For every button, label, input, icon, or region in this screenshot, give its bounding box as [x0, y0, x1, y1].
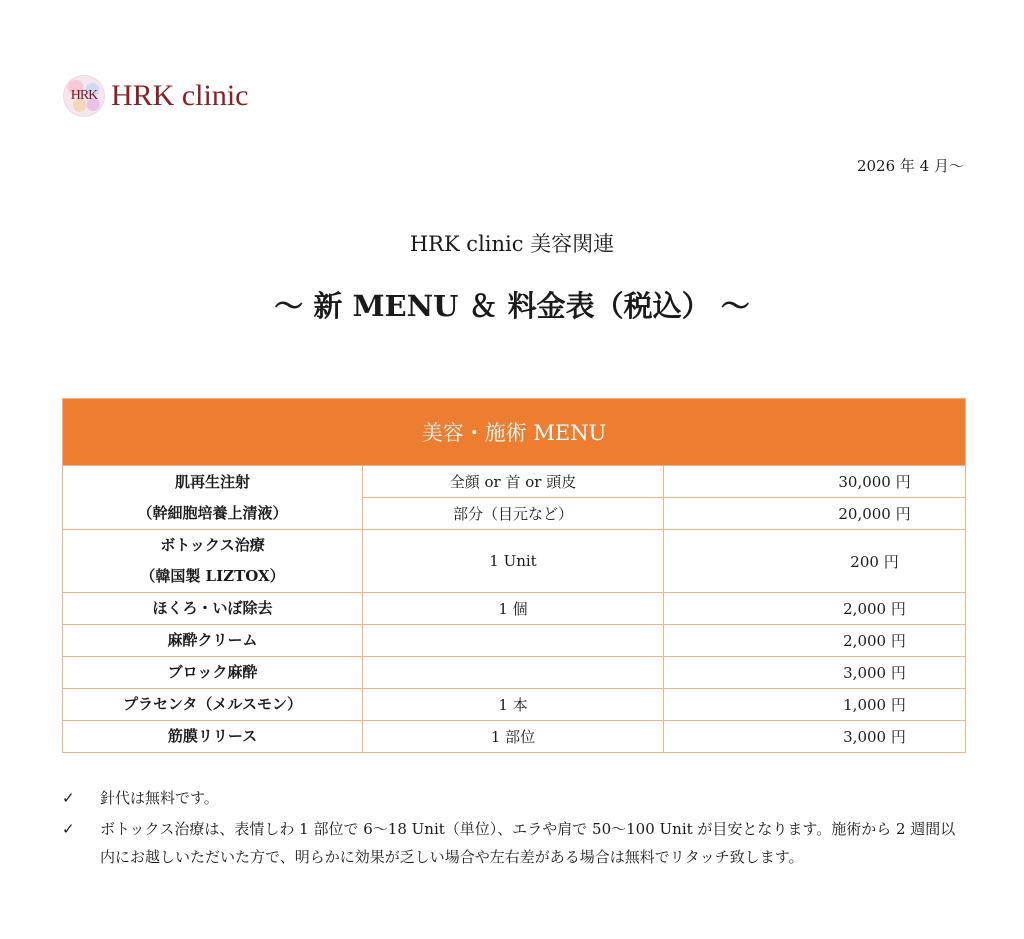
treatment-name: ブロック麻酔	[63, 657, 363, 689]
treatment-name: 筋膜リリース	[63, 721, 363, 753]
table-row	[63, 530, 966, 593]
treatment-option: 1 個	[363, 593, 664, 625]
logo-text: HRK clinic	[111, 79, 249, 112]
treatment-name: 麻酔クリーム	[63, 625, 363, 657]
treatment-name	[63, 466, 363, 530]
treatment-price: 200 円	[664, 530, 966, 593]
table-header: 美容・施術 MENU	[63, 399, 966, 466]
treatment-option	[363, 657, 664, 689]
treatment-price: 2,000 円	[664, 625, 966, 657]
treatment-option: 1 Unit	[363, 530, 664, 593]
treatment-price: 3,000 円	[664, 721, 966, 753]
table-row	[63, 593, 966, 625]
treatment-option: 1 本	[363, 689, 664, 721]
treatment-name: プラセンタ（メルスモン）	[63, 689, 363, 721]
checkmark-icon: ✓	[62, 789, 75, 807]
table-row	[63, 721, 966, 753]
notes-list	[62, 784, 962, 874]
clinic-logo	[63, 74, 248, 118]
treatment-name-line: ボトックス治療	[160, 536, 265, 554]
treatment-name-line: （韓国製 LIZTOX）	[140, 567, 285, 585]
logo-emblem-text: HRK	[70, 88, 98, 103]
table-row	[63, 657, 966, 689]
treatment-option: 1 部位	[363, 721, 664, 753]
table-row	[63, 689, 966, 721]
note-item	[62, 784, 962, 812]
note-text: ボトックス治療は、表情しわ 1 部位で 6〜18 Unit（単位）、エラや肩で 50〜100 Unit が目安となります。施術から 2 週間以内にお越しいただいた方で、明らかに効果が乏しい場合や左右差がある場合は無料でリタッチ致します。	[100, 820, 956, 866]
table-row	[63, 466, 966, 498]
treatment-name-line: （幹細胞培養上清液）	[137, 503, 288, 522]
logo-emblem-icon	[63, 75, 105, 117]
checkmark-icon: ✓	[62, 820, 75, 838]
document-title: HRK clinic 美容関連	[409, 232, 615, 256]
document-subtitle: 〜 新 MENU ＆ 料金表（税込） 〜	[274, 289, 750, 323]
treatment-price: 3,000 円	[664, 657, 966, 689]
treatment-name-line: 肌再生注射	[174, 472, 250, 491]
treatment-price: 1,000 円	[664, 689, 966, 721]
treatment-option	[363, 625, 664, 657]
note-item	[62, 815, 962, 871]
treatment-name	[63, 530, 363, 593]
treatment-name: ほくろ・いぼ除去	[63, 593, 363, 625]
treatment-price: 20,000 円	[664, 498, 966, 530]
table-row	[63, 625, 966, 657]
treatment-option: 部分（目元など）	[363, 498, 664, 530]
treatment-price: 2,000 円	[664, 593, 966, 625]
treatment-price: 30,000 円	[664, 466, 966, 498]
note-text: 針代は無料です。	[100, 789, 219, 807]
effective-date: 2026 年 4 月〜	[856, 157, 964, 175]
treatment-option: 全顔 or 首 or 頭皮	[363, 466, 664, 498]
price-table	[62, 398, 966, 753]
